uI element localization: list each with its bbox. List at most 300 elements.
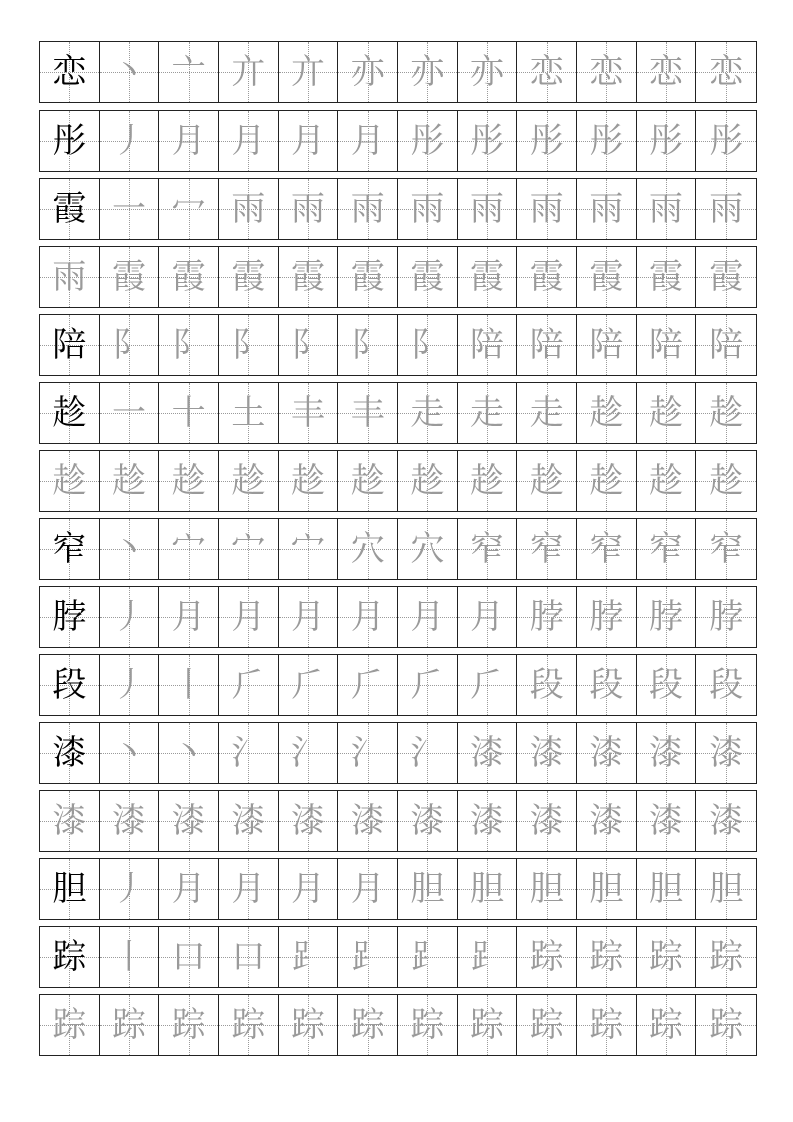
trace-character: 月 [410, 597, 445, 637]
practice-cell [159, 451, 219, 511]
practice-cell [100, 723, 160, 783]
practice-cell [279, 655, 339, 715]
practice-cell [517, 247, 577, 307]
practice-cell [338, 723, 398, 783]
model-character: 段 [52, 665, 87, 705]
trace-character: 彤 [649, 121, 684, 161]
trace-character: ⺁ [231, 665, 266, 705]
practice-cell [398, 247, 458, 307]
trace-character: 阝 [410, 325, 445, 365]
trace-character: 月 [350, 121, 385, 161]
trace-character: 恋 [589, 52, 624, 92]
trace-character: 宀 [171, 529, 206, 569]
trace-character: 丿 [112, 665, 146, 705]
trace-character: 霞 [231, 257, 266, 297]
practice-cell [100, 519, 160, 579]
trace-character: 霞 [709, 257, 744, 297]
trace-character: 趁 [291, 461, 326, 501]
practice-row [39, 110, 757, 172]
trace-character: 月 [231, 869, 266, 909]
practice-cell [517, 655, 577, 715]
practice-cell [398, 587, 458, 647]
trace-character: 雨 [589, 189, 624, 229]
practice-cell [577, 315, 637, 375]
practice-cell [637, 519, 697, 579]
practice-cell [100, 655, 160, 715]
model-character: 陪 [52, 325, 87, 365]
practice-cell [159, 247, 219, 307]
practice-cell [458, 723, 518, 783]
practice-cell [637, 927, 697, 987]
practice-cell [696, 655, 756, 715]
practice-cell [398, 995, 458, 1055]
practice-cell [159, 927, 219, 987]
trace-character: 霞 [350, 257, 385, 297]
trace-character: 踪 [112, 1005, 146, 1045]
trace-character: 段 [589, 665, 624, 705]
trace-character: 走 [410, 393, 445, 433]
trace-character: 胆 [470, 869, 505, 909]
trace-character: 丶 [112, 529, 146, 569]
practice-row [39, 518, 757, 580]
practice-cell [696, 587, 756, 647]
trace-character: 雨 [410, 189, 445, 229]
trace-character: 窄 [709, 529, 744, 569]
practice-cell [458, 927, 518, 987]
practice-cell [159, 655, 219, 715]
trace-character: 趁 [529, 461, 564, 501]
trace-character: 脖 [649, 597, 684, 637]
practice-cell [100, 587, 160, 647]
trace-character: 雨 [529, 189, 564, 229]
trace-character: 雨 [649, 189, 684, 229]
practice-cell [279, 519, 339, 579]
trace-character: 亠 [171, 52, 206, 92]
practice-cell [338, 315, 398, 375]
practice-cell [398, 519, 458, 579]
practice-cell [159, 587, 219, 647]
practice-cell [458, 791, 518, 851]
practice-cell [338, 383, 398, 443]
trace-character: 丨 [171, 665, 206, 705]
practice-cell [696, 179, 756, 239]
trace-character: 陪 [529, 325, 564, 365]
practice-cell [159, 859, 219, 919]
trace-character: 踪 [649, 1005, 684, 1045]
trace-character: 趁 [410, 461, 445, 501]
trace-character: 漆 [291, 801, 326, 841]
trace-character: 陪 [470, 325, 505, 365]
practice-row [39, 178, 757, 240]
trace-character: 窄 [589, 529, 624, 569]
trace-character: 霞 [291, 257, 326, 297]
practice-cell [517, 42, 577, 102]
practice-cell [577, 995, 637, 1055]
practice-row [39, 722, 757, 784]
trace-character: 踪 [410, 1005, 445, 1045]
practice-cell [577, 179, 637, 239]
trace-character: 丿 [112, 597, 146, 637]
practice-cell [398, 451, 458, 511]
practice-cell [219, 179, 279, 239]
practice-cell [279, 383, 339, 443]
practice-cell [637, 247, 697, 307]
model-character: 趁 [52, 393, 87, 433]
trace-character: 霞 [649, 257, 684, 297]
practice-cell [517, 383, 577, 443]
practice-cell [159, 519, 219, 579]
practice-cell [696, 995, 756, 1055]
trace-character: 雨 [231, 189, 266, 229]
practice-cell [398, 927, 458, 987]
model-character: 踪 [52, 937, 87, 977]
practice-cell [577, 859, 637, 919]
practice-cell [577, 519, 637, 579]
trace-character: 胆 [410, 869, 445, 909]
practice-cell [40, 111, 100, 171]
practice-row [39, 450, 757, 512]
trace-character: ⻊ [291, 937, 326, 977]
trace-character: 穴 [350, 529, 385, 569]
trace-character: 趁 [470, 461, 505, 501]
practice-cell [338, 519, 398, 579]
trace-character: 踪 [649, 937, 684, 977]
practice-cell [458, 383, 518, 443]
practice-cell [40, 42, 100, 102]
trace-character: 踪 [709, 937, 744, 977]
practice-cell [219, 247, 279, 307]
trace-character: 彤 [709, 121, 744, 161]
trace-character: 亦 [470, 52, 505, 92]
trace-character: 月 [291, 869, 326, 909]
trace-character: 丿 [112, 121, 146, 161]
trace-character: 丰 [291, 393, 326, 433]
practice-cell [219, 42, 279, 102]
trace-character: 趁 [709, 461, 744, 501]
trace-character: 踪 [350, 1005, 385, 1045]
practice-cell [398, 179, 458, 239]
practice-cell [398, 383, 458, 443]
practice-cell [517, 791, 577, 851]
practice-cell [219, 587, 279, 647]
practice-cell [40, 383, 100, 443]
trace-character: ⻊ [410, 937, 445, 977]
trace-character: 霞 [589, 257, 624, 297]
trace-character: 胆 [529, 869, 564, 909]
trace-character: 丰 [350, 393, 385, 433]
practice-cell [279, 995, 339, 1055]
practice-cell [100, 111, 160, 171]
trace-character: 趁 [649, 461, 684, 501]
practice-cell [40, 723, 100, 783]
practice-cell [637, 451, 697, 511]
trace-character: 恋 [529, 52, 564, 92]
trace-character: 漆 [112, 801, 146, 841]
trace-character: 月 [291, 121, 326, 161]
practice-cell [398, 655, 458, 715]
trace-character: 丶 [112, 733, 146, 773]
practice-row [39, 382, 757, 444]
practice-cell [517, 451, 577, 511]
trace-character: 阝 [291, 325, 326, 365]
practice-cell [159, 723, 219, 783]
trace-character: 踪 [529, 937, 564, 977]
trace-character: 踪 [709, 1005, 744, 1045]
trace-character: 月 [231, 121, 266, 161]
practice-cell [577, 383, 637, 443]
practice-row [39, 994, 757, 1056]
practice-cell [40, 655, 100, 715]
practice-cell [338, 995, 398, 1055]
trace-character: 阝 [231, 325, 266, 365]
trace-character: 霞 [112, 257, 146, 297]
trace-character: 漆 [52, 801, 87, 841]
trace-character: 段 [529, 665, 564, 705]
trace-character: 窄 [470, 529, 505, 569]
trace-character: 恋 [709, 52, 744, 92]
practice-cell [100, 791, 160, 851]
practice-cell [279, 451, 339, 511]
practice-cell [458, 995, 518, 1055]
trace-character: ⺁ [291, 665, 326, 705]
practice-cell [637, 859, 697, 919]
practice-cell [637, 723, 697, 783]
practice-cell [517, 519, 577, 579]
practice-cell [40, 451, 100, 511]
trace-character: 阝 [350, 325, 385, 365]
practice-cell [159, 315, 219, 375]
practice-cell [398, 791, 458, 851]
trace-character: 月 [291, 597, 326, 637]
practice-cell [159, 42, 219, 102]
practice-cell [219, 655, 279, 715]
practice-cell [279, 42, 339, 102]
trace-character: 彤 [470, 121, 505, 161]
trace-character: 月 [470, 597, 505, 637]
practice-cell [219, 383, 279, 443]
model-character: 彤 [52, 121, 87, 161]
practice-cell [279, 247, 339, 307]
model-character: 窄 [52, 529, 87, 569]
trace-character: 趁 [589, 393, 624, 433]
practice-cell [219, 315, 279, 375]
practice-cell [338, 111, 398, 171]
trace-character: 一 [112, 189, 146, 229]
practice-cell [159, 995, 219, 1055]
trace-character: 亣 [231, 52, 266, 92]
trace-character: 漆 [470, 801, 505, 841]
practice-cell [40, 995, 100, 1055]
trace-character: 脖 [709, 597, 744, 637]
trace-character: 漆 [529, 733, 564, 773]
trace-character: 趁 [171, 461, 206, 501]
practice-cell [100, 315, 160, 375]
practice-cell [40, 587, 100, 647]
practice-cell [696, 247, 756, 307]
trace-character: 月 [231, 597, 266, 637]
practice-cell [338, 655, 398, 715]
practice-cell [696, 315, 756, 375]
trace-character: 月 [350, 869, 385, 909]
practice-cell [577, 723, 637, 783]
trace-character: 踪 [291, 1005, 326, 1045]
practice-cell [159, 791, 219, 851]
trace-character: 阝 [112, 325, 146, 365]
practice-cell [577, 655, 637, 715]
practice-cell [577, 111, 637, 171]
trace-character: 亦 [350, 52, 385, 92]
trace-character: 氵 [350, 733, 385, 773]
practice-cell [338, 247, 398, 307]
trace-character: 趁 [231, 461, 266, 501]
practice-cell [219, 927, 279, 987]
practice-cell [517, 927, 577, 987]
trace-character: 踪 [231, 1005, 266, 1045]
trace-character: 雨 [350, 189, 385, 229]
trace-character: 氵 [291, 733, 326, 773]
trace-character: 漆 [350, 801, 385, 841]
practice-cell [517, 179, 577, 239]
trace-character: 宀 [291, 529, 326, 569]
practice-cell [696, 927, 756, 987]
practice-cell [517, 723, 577, 783]
practice-cell [219, 723, 279, 783]
trace-character: 月 [350, 597, 385, 637]
trace-character: 口 [231, 937, 266, 977]
practice-cell [219, 995, 279, 1055]
practice-cell [338, 451, 398, 511]
trace-character: 踪 [470, 1005, 505, 1045]
trace-character: 氵 [410, 733, 445, 773]
practice-cell [517, 315, 577, 375]
practice-cell [219, 791, 279, 851]
trace-character: ⺁ [470, 665, 505, 705]
practice-cell [219, 111, 279, 171]
trace-character: 胆 [649, 869, 684, 909]
practice-cell [338, 927, 398, 987]
trace-character: 踪 [589, 1005, 624, 1045]
practice-cell [577, 587, 637, 647]
practice-cell [40, 179, 100, 239]
practice-cell [696, 519, 756, 579]
practice-cell [159, 383, 219, 443]
trace-character: 段 [649, 665, 684, 705]
practice-cell [100, 995, 160, 1055]
trace-character: 胆 [589, 869, 624, 909]
trace-character: 雨 [709, 189, 744, 229]
practice-cell [219, 451, 279, 511]
trace-character: 宀 [231, 529, 266, 569]
trace-character: 月 [171, 597, 206, 637]
trace-character: 彤 [589, 121, 624, 161]
practice-cell [279, 927, 339, 987]
trace-character: 趁 [52, 461, 87, 501]
practice-cell [219, 519, 279, 579]
trace-character: 段 [709, 665, 744, 705]
trace-character: 陪 [709, 325, 744, 365]
practice-cell [458, 587, 518, 647]
practice-cell [338, 859, 398, 919]
trace-character: 亦 [410, 52, 445, 92]
trace-character: 踪 [171, 1005, 206, 1045]
practice-row [39, 314, 757, 376]
practice-cell [637, 179, 697, 239]
practice-cell [279, 179, 339, 239]
practice-cell [637, 315, 697, 375]
practice-cell [279, 587, 339, 647]
practice-cell [696, 42, 756, 102]
trace-character: 穴 [410, 529, 445, 569]
trace-character: 趁 [709, 393, 744, 433]
trace-character: 漆 [589, 801, 624, 841]
practice-row [39, 41, 757, 103]
practice-cell [100, 179, 160, 239]
practice-cell [100, 383, 160, 443]
practice-cell [696, 723, 756, 783]
practice-cell [398, 315, 458, 375]
practice-cell [100, 859, 160, 919]
trace-character: 霞 [529, 257, 564, 297]
practice-cell [637, 655, 697, 715]
practice-cell [696, 451, 756, 511]
practice-cell [279, 791, 339, 851]
practice-row [39, 926, 757, 988]
practice-row [39, 586, 757, 648]
practice-cell [279, 723, 339, 783]
practice-cell [40, 519, 100, 579]
practice-cell [577, 791, 637, 851]
trace-character: 冖 [171, 189, 206, 229]
trace-character: 漆 [529, 801, 564, 841]
practice-cell [458, 519, 518, 579]
trace-character: 脖 [529, 597, 564, 637]
trace-character: 十 [171, 393, 206, 433]
practice-cell [458, 179, 518, 239]
trace-character: 一 [112, 393, 146, 433]
practice-cell [637, 383, 697, 443]
trace-character: ⻊ [350, 937, 385, 977]
model-character: 霞 [52, 189, 87, 229]
practice-cell [637, 42, 697, 102]
practice-cell [40, 927, 100, 987]
practice-cell [458, 247, 518, 307]
practice-cell [338, 791, 398, 851]
model-character: 恋 [52, 52, 87, 92]
trace-character: 土 [231, 393, 266, 433]
trace-character: 雨 [291, 189, 326, 229]
trace-character: 踪 [589, 937, 624, 977]
practice-cell [398, 859, 458, 919]
trace-character: 走 [529, 393, 564, 433]
trace-character: 陪 [649, 325, 684, 365]
trace-character: 月 [171, 869, 206, 909]
practice-cell [517, 995, 577, 1055]
trace-character: 漆 [709, 801, 744, 841]
practice-cell [398, 723, 458, 783]
trace-character: 胆 [709, 869, 744, 909]
model-character: 胆 [52, 869, 87, 909]
practice-cell [577, 451, 637, 511]
trace-character: 丶 [171, 733, 206, 773]
trace-character: 漆 [649, 733, 684, 773]
trace-character: 雨 [52, 257, 87, 297]
practice-cell [517, 587, 577, 647]
trace-character: 月 [171, 121, 206, 161]
trace-character: 窄 [529, 529, 564, 569]
practice-cell [696, 111, 756, 171]
trace-character: ⺁ [410, 665, 445, 705]
practice-cell [100, 927, 160, 987]
